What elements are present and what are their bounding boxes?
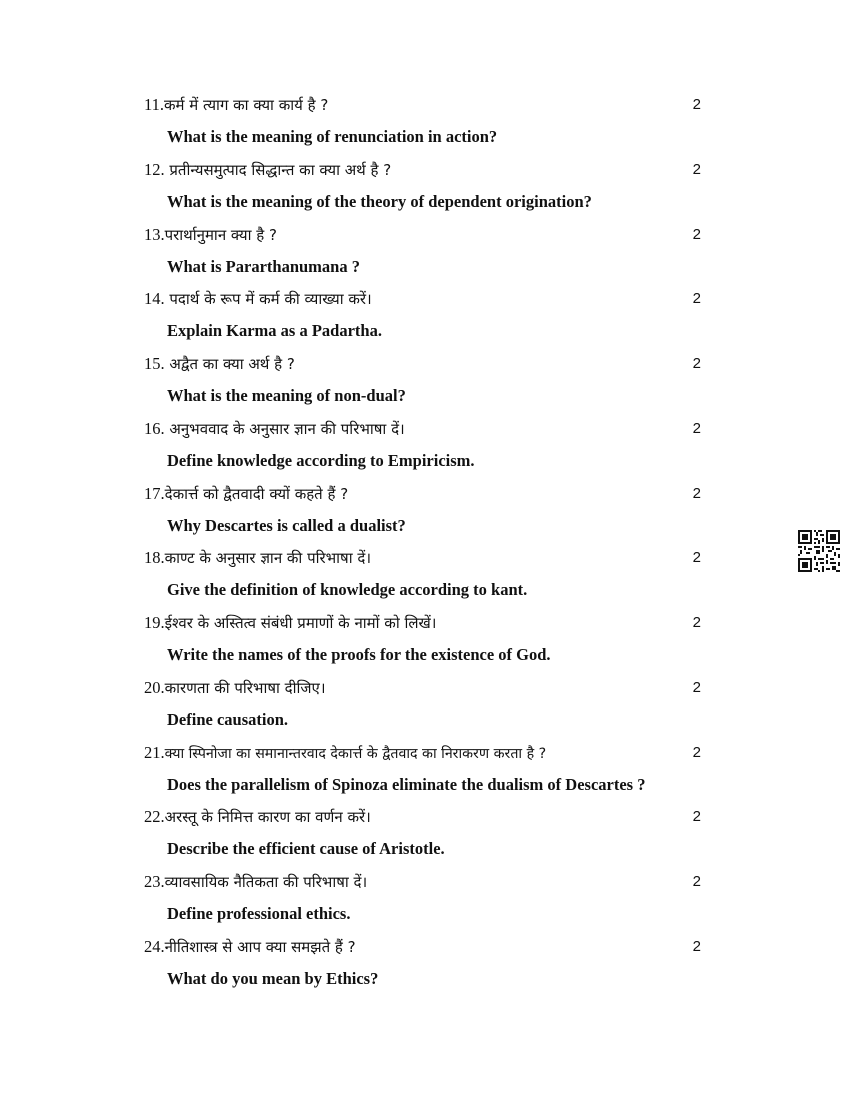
question-hindi-line xyxy=(144,350,709,378)
question-text-hindi: कर्म में त्याग का क्या कार्य है ? xyxy=(164,96,329,114)
question-16 xyxy=(144,415,709,481)
question-20 xyxy=(144,674,709,740)
question-text-hindi: अरस्तू के निमित्त कारण का वर्णन करें। xyxy=(164,808,371,826)
question-hindi-line xyxy=(144,609,709,637)
question-marks: 2 xyxy=(692,873,701,890)
question-text-english: Give the definition of knowledge according to kant. xyxy=(167,580,528,599)
question-text-english: What is Pararthanumana ? xyxy=(167,257,360,276)
question-hindi-line xyxy=(144,285,709,313)
question-text-hindi: नीतिशास्त्र से आप क्या समझते हैं ? xyxy=(164,938,356,956)
question-22 xyxy=(144,803,709,869)
question-number: 18. xyxy=(144,548,165,567)
question-marks: 2 xyxy=(692,679,701,696)
question-hindi-line xyxy=(144,868,709,896)
question-19 xyxy=(144,609,709,675)
question-text-english: Define knowledge according to Empiricism. xyxy=(167,451,475,470)
question-marks: 2 xyxy=(692,549,701,566)
question-marks: 2 xyxy=(692,161,701,178)
question-text-hindi: काण्ट के अनुसार ज्ञान की परिभाषा दें। xyxy=(164,549,372,567)
question-23 xyxy=(144,868,709,934)
question-12 xyxy=(144,156,709,222)
question-text-english: Does the parallelism of Spinoza eliminate the dualism of Descartes ? xyxy=(167,775,646,794)
question-text-hindi: व्यावसायिक नैतिकता की परिभाषा दें। xyxy=(164,873,368,891)
question-text-english: Define professional ethics. xyxy=(167,904,351,923)
question-number: 13. xyxy=(144,225,165,244)
question-marks: 2 xyxy=(692,290,701,307)
question-hindi-line xyxy=(144,803,709,831)
question-text-hindi: देकार्त्त को द्वैतवादी क्यों कहते हैं ? xyxy=(164,485,349,503)
question-number: 22. xyxy=(144,807,165,826)
question-text-english: What is the meaning of the theory of dependent origination? xyxy=(167,192,592,211)
question-marks: 2 xyxy=(692,420,701,437)
question-number: 20. xyxy=(144,678,165,697)
question-text-hindi: क्या स्पिनोजा का समानान्तरवाद देकार्त्त के द्वैतवाद का निराकरण करता है ? xyxy=(164,746,547,762)
question-15 xyxy=(144,350,709,416)
question-marks: 2 xyxy=(692,226,701,243)
question-marks: 2 xyxy=(692,744,701,761)
question-hindi-line xyxy=(144,415,709,443)
question-number: 11. xyxy=(144,95,165,114)
question-number: 24. xyxy=(144,937,165,956)
question-21 xyxy=(144,739,709,805)
question-text-english: Write the names of the proofs for the existence of God. xyxy=(167,645,551,664)
question-marks: 2 xyxy=(692,485,701,502)
question-hindi-line xyxy=(144,221,709,249)
question-hindi-line xyxy=(144,739,709,767)
question-text-english: What is the meaning of renunciation in action? xyxy=(167,127,498,146)
question-hindi-line xyxy=(144,674,709,702)
question-number: 16. xyxy=(144,419,165,438)
question-text-english: What is the meaning of non-dual? xyxy=(167,386,406,405)
question-13 xyxy=(144,221,709,287)
question-text-hindi: परार्थानुमान क्या है ? xyxy=(164,226,277,244)
question-text-hindi: कारणता की परिभाषा दीजिए। xyxy=(164,679,326,697)
question-number: 15. xyxy=(144,354,165,373)
question-marks: 2 xyxy=(692,614,701,631)
question-text-hindi: अद्वैत का क्या अर्थ है ? xyxy=(164,355,295,373)
question-marks: 2 xyxy=(692,96,701,113)
question-11 xyxy=(144,91,709,157)
question-text-english: Why Descartes is called a dualist? xyxy=(167,516,406,535)
question-text-hindi: प्रतीन्यसमुत्पाद सिद्धान्त का क्या अर्थ है ? xyxy=(164,161,392,179)
question-number: 12. xyxy=(144,160,165,179)
question-number: 14. xyxy=(144,289,165,308)
question-18 xyxy=(144,544,709,610)
question-text-hindi: अनुभववाद के अनुसार ज्ञान की परिभाषा दें। xyxy=(164,420,405,438)
question-text-english: What do you mean by Ethics? xyxy=(167,969,379,988)
question-text-hindi: ईश्वर के अस्तित्व संबंधी प्रमाणों के नामों को लिखें। xyxy=(164,614,437,632)
question-number: 23. xyxy=(144,872,165,891)
question-17 xyxy=(144,480,709,546)
question-14 xyxy=(144,285,709,351)
question-marks: 2 xyxy=(692,808,701,825)
question-number: 19. xyxy=(144,613,165,632)
question-hindi-line xyxy=(144,156,709,184)
question-hindi-line xyxy=(144,91,709,119)
qr-code-icon xyxy=(798,530,840,572)
question-text-english: Describe the efficient cause of Aristotle. xyxy=(167,839,445,858)
question-hindi-line xyxy=(144,933,709,961)
question-text-english: Explain Karma as a Padartha. xyxy=(167,321,382,340)
question-marks: 2 xyxy=(692,938,701,955)
question-text-hindi: पदार्थ के रूप में कर्म की व्याख्या करें। xyxy=(164,290,372,308)
question-number: 21. xyxy=(144,743,165,762)
question-marks: 2 xyxy=(692,355,701,372)
question-24 xyxy=(144,933,709,999)
question-hindi-line xyxy=(144,544,709,572)
question-hindi-line xyxy=(144,480,709,508)
question-number: 17. xyxy=(144,484,165,503)
question-text-english: Define causation. xyxy=(167,710,288,729)
